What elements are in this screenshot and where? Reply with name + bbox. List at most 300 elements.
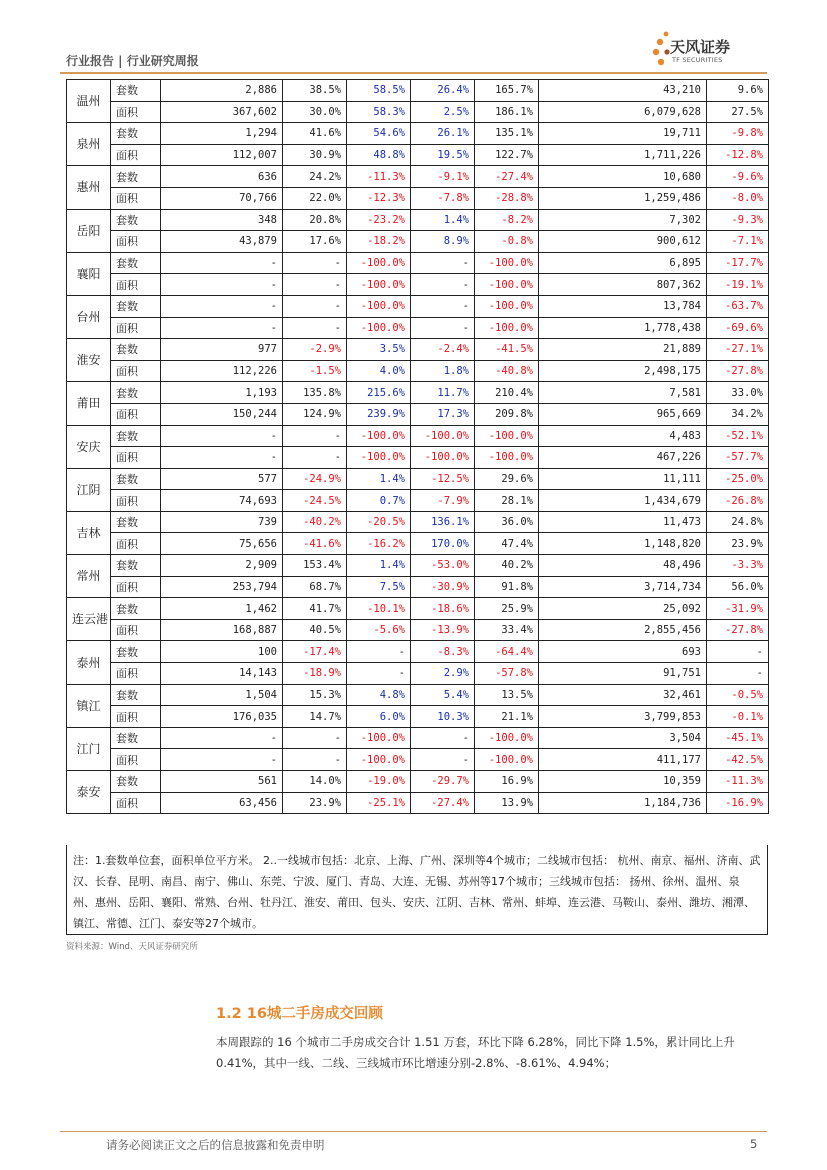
table-cell: 1,711,226 [539,144,707,166]
table-cell: -27.8% [707,360,769,382]
table-cell: 215.6% [347,382,411,404]
table-cell: 56.0% [707,576,769,598]
table-cell: -100.0% [475,252,539,274]
section-paragraph: 本周跟踪的 16 个城市二手房成交合计 1.51 万套，环比下降 6.28%，同比下降 1.5%，累计同比上升 0.41%，其中一线、二线、三线城市环比增速分别-2.8%、-8.61%、4.94%； [216,1035,735,1070]
table-cell: 1,434,679 [539,490,707,512]
table-cell: -100.0% [347,425,411,447]
table-row [67,684,769,706]
table-cell: -27.4% [475,166,539,188]
table-cell: - [283,749,347,771]
metric-label: 面积 [111,663,161,685]
table-cell: 34.2% [707,403,769,425]
table-cell: 2,886 [161,80,283,102]
table-cell: 122.7% [475,144,539,166]
table-cell: -100.0% [475,447,539,469]
table-cell: -100.0% [347,749,411,771]
table-cell: 48,496 [539,555,707,577]
table-cell: 70,766 [161,187,283,209]
footer-rule [60,1131,767,1132]
table-row [67,403,769,425]
table-cell: -100.0% [475,295,539,317]
table-cell: 58.5% [347,80,411,102]
metric-label: 套数 [111,727,161,749]
table-row [67,490,769,512]
table-cell: 29.6% [475,468,539,490]
city-name: 江门 [67,727,111,770]
table-cell: -100.0% [347,727,411,749]
city-name: 连云港 [67,598,111,641]
table-cell: - [283,447,347,469]
table-cell: 19,711 [539,123,707,145]
table-cell: 693 [539,641,707,663]
table-cell: 3.5% [347,339,411,361]
table-cell: -100.0% [347,295,411,317]
metric-label: 面积 [111,619,161,641]
table-cell: 48.8% [347,144,411,166]
table-cell: 21,889 [539,339,707,361]
table-cell: -64.4% [475,641,539,663]
table-note: 注：1.套数单位套，面积单位平方米。 2..一线城市包括：北京、上海、广州、深圳等4个城市；二线城市包括： 杭州、南京、福州、济南、武汉、长春、昆明、南昌、南宁、佛山、东莞、宁波、厦门、青岛、大连、无锡、苏州等17个城市；三线城市包括： 扬州、徐州、温州、泉州、惠州、岳阳、襄阳、常熟、台州、牡丹江、淮安、莆田、包头、安庆、江阴、吉林、常州、蚌埠、连云港、马鞍山、泰州、潍坊、湘潭、镇江、常德、江门、泰安等27个城市。 [66,845,768,935]
metric-label: 面积 [111,101,161,123]
metric-label: 面积 [111,490,161,512]
table-cell: 6,895 [539,252,707,274]
metric-label: 套数 [111,598,161,620]
table-row [67,295,769,317]
table-cell: -7.9% [411,490,475,512]
table-cell: 22.0% [283,187,347,209]
table-cell: 91,751 [539,663,707,685]
city-name: 淮安 [67,339,111,382]
table-cell: - [283,252,347,274]
table-cell: -24.9% [283,468,347,490]
metric-label: 面积 [111,749,161,771]
brand-name: 天风证券 [670,38,731,56]
table-cell: -100.0% [347,447,411,469]
city-name: 镇江 [67,684,111,727]
table-cell: 4,483 [539,425,707,447]
city-name: 惠州 [67,166,111,209]
city-name: 温州 [67,80,111,123]
table-cell: -27.8% [707,619,769,641]
table-cell: -52.1% [707,425,769,447]
table-cell: -100.0% [411,425,475,447]
table-cell: 239.9% [347,403,411,425]
table-cell: -9.6% [707,166,769,188]
table-cell: 23.9% [707,533,769,555]
table-cell: -27.1% [707,339,769,361]
table-cell: -20.5% [347,511,411,533]
table-cell: - [411,749,475,771]
table-cell: 43,210 [539,80,707,102]
metric-label: 套数 [111,641,161,663]
table-row [67,447,769,469]
table-cell: -40.8% [475,360,539,382]
table-row [67,339,769,361]
table-cell: 1.4% [347,555,411,577]
table-row [67,619,769,641]
table-cell: -1.5% [283,360,347,382]
metric-label: 套数 [111,511,161,533]
table-row [67,555,769,577]
table-cell: -69.6% [707,317,769,339]
table-row [67,727,769,749]
table-cell: 15.3% [283,684,347,706]
table-cell: 367,602 [161,101,283,123]
table-cell: 30.9% [283,144,347,166]
table-cell: 43,879 [161,231,283,253]
table-cell: -16.9% [707,792,769,814]
table-cell: 807,362 [539,274,707,296]
table-cell: 210.4% [475,382,539,404]
table-cell: 3,504 [539,727,707,749]
table-cell: 28.1% [475,490,539,512]
table-cell: 112,007 [161,144,283,166]
city-transaction-table [66,79,769,814]
table-cell: 186.1% [475,101,539,123]
table-cell: 40.5% [283,619,347,641]
table-cell: 19.5% [411,144,475,166]
table-cell: 25.9% [475,598,539,620]
table-row [67,771,769,793]
table-cell: 23.9% [283,792,347,814]
table-cell: 1,259,486 [539,187,707,209]
table-cell: -11.3% [347,166,411,188]
metric-label: 套数 [111,252,161,274]
table-cell: 561 [161,771,283,793]
table-cell: -7.1% [707,231,769,253]
table-cell: - [161,295,283,317]
table-cell: -42.5% [707,749,769,771]
table-cell: 348 [161,209,283,231]
table-cell: 977 [161,339,283,361]
metric-label: 面积 [111,317,161,339]
table-cell: 10,359 [539,771,707,793]
metric-label: 套数 [111,771,161,793]
table-row [67,317,769,339]
city-name: 江阴 [67,468,111,511]
table-cell: -18.9% [283,663,347,685]
table-row [67,641,769,663]
table-cell: 135.1% [475,123,539,145]
table-cell: - [283,274,347,296]
header-rule [60,72,767,74]
table-cell: 2.5% [411,101,475,123]
table-row [67,533,769,555]
table-cell: -100.0% [347,274,411,296]
table-cell: -18.2% [347,231,411,253]
table-cell: -12.5% [411,468,475,490]
table-cell: - [161,749,283,771]
table-cell: 1,294 [161,123,283,145]
footer-disclaimer: 请务必阅读正文之后的信息披露和免责申明 [106,1138,325,1152]
table-cell: - [161,317,283,339]
table-cell: 3,714,734 [539,576,707,598]
metric-label: 套数 [111,209,161,231]
table-row [67,360,769,382]
table-cell: -100.0% [475,425,539,447]
table-cell: 467,226 [539,447,707,469]
table-cell: 2,909 [161,555,283,577]
metric-label: 套数 [111,468,161,490]
table-cell: 135.8% [283,382,347,404]
metric-label: 面积 [111,360,161,382]
metric-label: 面积 [111,576,161,598]
table-cell: 3,799,853 [539,706,707,728]
table-cell: 33.4% [475,619,539,641]
table-cell: -100.0% [347,317,411,339]
table-cell: -0.8% [475,231,539,253]
table-row [67,792,769,814]
table-cell: -53.0% [411,555,475,577]
city-name: 岳阳 [67,209,111,252]
table-cell: 2,498,175 [539,360,707,382]
table-cell: - [283,727,347,749]
table-row [67,468,769,490]
metric-label: 面积 [111,533,161,555]
table-cell: 1.8% [411,360,475,382]
table-cell: - [707,663,769,685]
table-cell: - [411,295,475,317]
table-cell: -24.5% [283,490,347,512]
table-cell: -17.7% [707,252,769,274]
table-row [67,425,769,447]
table-cell: 91.8% [475,576,539,598]
metric-label: 套数 [111,123,161,145]
metric-label: 面积 [111,187,161,209]
table-cell: 68.7% [283,576,347,598]
table-cell: 47.4% [475,533,539,555]
metric-label: 面积 [111,403,161,425]
table-cell: 24.8% [707,511,769,533]
table-cell: 41.6% [283,123,347,145]
table-cell: -41.6% [283,533,347,555]
table-cell: 24.2% [283,166,347,188]
table-cell: 41.7% [283,598,347,620]
table-row [67,231,769,253]
city-name: 莆田 [67,382,111,425]
table-row [67,576,769,598]
table-cell: 11,473 [539,511,707,533]
metric-label: 面积 [111,274,161,296]
city-name: 襄阳 [67,252,111,295]
table-cell: -100.0% [475,749,539,771]
table-cell: 25,092 [539,598,707,620]
table-cell: -40.2% [283,511,347,533]
table-cell: -19.1% [707,274,769,296]
table-cell: 1,778,438 [539,317,707,339]
table-cell: 8.9% [411,231,475,253]
table-cell: -11.3% [707,771,769,793]
table-cell: 11.7% [411,382,475,404]
table-cell: -28.8% [475,187,539,209]
report-category: 行业报告 | 行业研究周报 [66,54,199,68]
table-cell: 900,612 [539,231,707,253]
table-cell: 74,693 [161,490,283,512]
table-cell: -26.8% [707,490,769,512]
city-name: 常州 [67,555,111,598]
metric-label: 套数 [111,166,161,188]
city-name: 泰安 [67,771,111,814]
table-cell: 17.6% [283,231,347,253]
table-cell: 136.1% [411,511,475,533]
data-source: 资料来源：Wind、天风证券研究所 [66,942,198,952]
metric-label: 套数 [111,382,161,404]
table-cell: 33.0% [707,382,769,404]
metric-label: 套数 [111,684,161,706]
table-cell: - [707,641,769,663]
table-cell: - [283,317,347,339]
table-cell: - [411,274,475,296]
table-cell: -45.1% [707,727,769,749]
table-cell: -8.2% [475,209,539,231]
metric-label: 面积 [111,144,161,166]
table-cell: 7,581 [539,382,707,404]
table-cell: 168,887 [161,619,283,641]
table-row [67,598,769,620]
table-cell: 13,784 [539,295,707,317]
table-cell: -12.8% [707,144,769,166]
table-row [67,187,769,209]
table-row [67,80,769,102]
table-cell: -63.7% [707,295,769,317]
table-cell: 10.3% [411,706,475,728]
table-cell: - [161,252,283,274]
table-cell: -25.0% [707,468,769,490]
table-cell: 11,111 [539,468,707,490]
table-cell: 27.5% [707,101,769,123]
table-cell: 38.5% [283,80,347,102]
table-cell: 75,656 [161,533,283,555]
table-cell: -41.5% [475,339,539,361]
table-row [67,749,769,771]
table-cell: -17.4% [283,641,347,663]
table-cell: - [283,295,347,317]
metric-label: 套数 [111,339,161,361]
table-cell: -8.3% [411,641,475,663]
city-name: 泉州 [67,123,111,166]
metric-label: 面积 [111,447,161,469]
table-cell: 6.0% [347,706,411,728]
table-cell: -8.0% [707,187,769,209]
table-cell: -9.8% [707,123,769,145]
table-cell: 170.0% [411,533,475,555]
city-name: 台州 [67,295,111,338]
table-cell: -5.6% [347,619,411,641]
table-cell: 0.7% [347,490,411,512]
table-cell: 26.1% [411,123,475,145]
table-cell: -100.0% [475,317,539,339]
table-cell: 13.5% [475,684,539,706]
city-name: 安庆 [67,425,111,468]
table-cell: 63,456 [161,792,283,814]
table-cell: -27.4% [411,792,475,814]
table-cell: 253,794 [161,576,283,598]
table-cell: -19.0% [347,771,411,793]
metric-label: 面积 [111,231,161,253]
table-row [67,663,769,685]
table-cell: 1,184,736 [539,792,707,814]
table-cell: -57.8% [475,663,539,685]
table-cell: - [411,317,475,339]
table-cell: 40.2% [475,555,539,577]
table-row [67,706,769,728]
table-cell: - [161,274,283,296]
table-cell: -100.0% [475,274,539,296]
table-cell: -57.7% [707,447,769,469]
table-row [67,101,769,123]
table-cell: 14,143 [161,663,283,685]
table-cell: 13.9% [475,792,539,814]
table-cell: 965,669 [539,403,707,425]
table-cell: 2.9% [411,663,475,685]
table-cell: 4.0% [347,360,411,382]
metric-label: 面积 [111,792,161,814]
table-cell: 153.4% [283,555,347,577]
table-cell: - [411,727,475,749]
table-cell: 36.0% [475,511,539,533]
table-cell: -0.1% [707,706,769,728]
table-cell: -2.9% [283,339,347,361]
table-cell: 150,244 [161,403,283,425]
table-cell: 14.7% [283,706,347,728]
metric-label: 套数 [111,555,161,577]
table-cell: -10.1% [347,598,411,620]
table-row [67,511,769,533]
table-cell: - [161,425,283,447]
brand-name-en: TF SECURITIES [672,56,723,64]
table-cell: 10,680 [539,166,707,188]
table-cell: 1,462 [161,598,283,620]
metric-label: 套数 [111,425,161,447]
page-number: 5 [750,1137,758,1151]
table-cell: -0.5% [707,684,769,706]
metric-label: 套数 [111,80,161,102]
table-cell: 124.9% [283,403,347,425]
table-cell: -31.9% [707,598,769,620]
table-cell: 1,148,820 [539,533,707,555]
table-cell: -18.6% [411,598,475,620]
table-cell: -13.9% [411,619,475,641]
table-cell: - [347,641,411,663]
table-cell: 176,035 [161,706,283,728]
table-row [67,382,769,404]
table-cell: -2.4% [411,339,475,361]
city-name: 泰州 [67,641,111,684]
table-cell: -100.0% [411,447,475,469]
table-cell: 17.3% [411,403,475,425]
table-cell: 112,226 [161,360,283,382]
table-cell: 100 [161,641,283,663]
table-cell: 26.4% [411,80,475,102]
table-cell: 16.9% [475,771,539,793]
city-name: 吉林 [67,511,111,554]
table-row [67,144,769,166]
table-row [67,209,769,231]
table-cell: - [347,663,411,685]
table-cell: 9.6% [707,80,769,102]
table-row [67,166,769,188]
table-cell: 54.6% [347,123,411,145]
table-cell: 2,855,456 [539,619,707,641]
table-cell: -23.2% [347,209,411,231]
table-cell: 7.5% [347,576,411,598]
table-cell: 577 [161,468,283,490]
table-row [67,252,769,274]
table-cell: 6,079,628 [539,101,707,123]
table-cell: 21.1% [475,706,539,728]
table-cell: -16.2% [347,533,411,555]
metric-label: 套数 [111,295,161,317]
